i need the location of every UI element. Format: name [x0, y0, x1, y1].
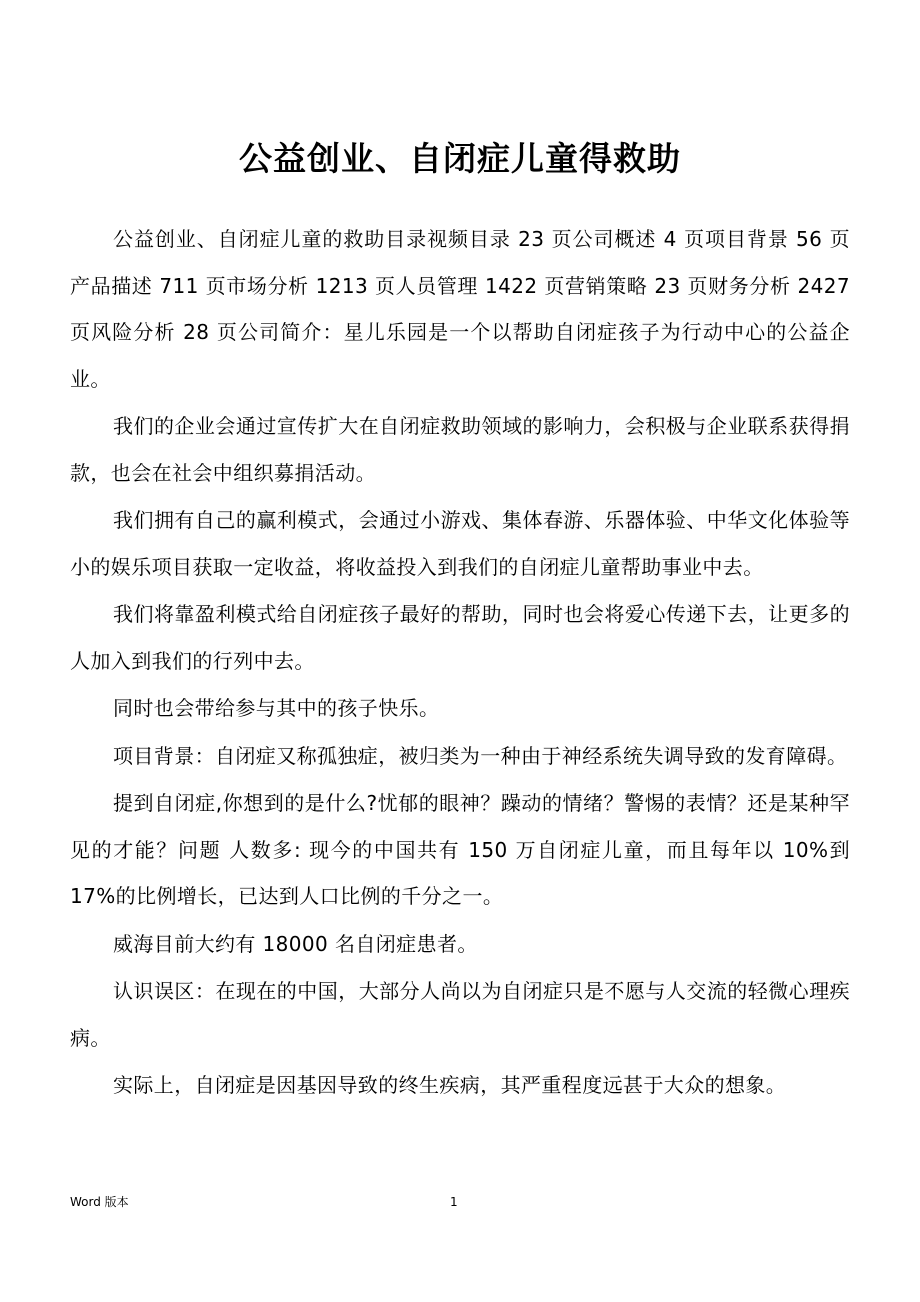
paragraph-6: 项目背景：自闭症又称孤独症，被归类为一种由于神经系统失调导致的发育障碍。 — [113, 743, 848, 768]
paragraph-1: 公益创业、自闭症儿童的救助目录视频目录 23 页公司概述 4 页项目背景 56 页产品描述 711 页市场分析 1213 页人员管理 1422 页营销策略 23 页财务分析 2427 页风险分析 28 页公司简介：星儿乐园是一个以帮助自闭症孩子为行动中心的公益企业。 — [70, 227, 850, 391]
footer-page-number: 1 — [450, 1195, 458, 1209]
paragraph-4: 我们将靠盈利模式给自闭症孩子最好的帮助，同时也会将爱心传递下去，让更多的人加入到我们的行列中去。 — [70, 602, 850, 673]
paragraph-3: 我们拥有自己的赢利模式，会通过小游戏、集体春游、乐器体验、中华文化体验等小的娱乐项目获取一定收益，将收益投入到我们的自闭症儿童帮助事业中去。 — [70, 508, 850, 579]
paragraph-8: 威海目前大约有 18000 名自闭症患者。 — [113, 931, 478, 956]
document-body — [70, 216, 850, 1110]
paragraph-7: 提到自闭症,你想到的是什么?忧郁的眼神？躁动的情绪？警惕的表情？还是某种罕见的才能？问题 人数多: 现今的中国共有 150 万自闭症儿童，而且每年以 10%到 17%的比例增长，已达到人口比例的千分之一。 — [70, 791, 850, 908]
paragraph-5: 同时也会带给参与其中的孩子快乐。 — [113, 696, 440, 720]
paragraph-9: 认识误区：在现在的中国，大部分人尚以为自闭症只是不愿与人交流的轻微心理疾病。 — [70, 979, 850, 1050]
paragraph-10: 实际上，自闭症是因基因导致的终生疾病，其严重程度远甚于大众的想象。 — [113, 1073, 787, 1097]
document-title: 公益创业、自闭症儿童得救助 — [239, 139, 681, 178]
paragraph-2: 我们的企业会通过宣传扩大在自闭症救助领域的影响力，会积极与企业联系获得捐款，也会在社会中组织募捐活动。 — [70, 414, 850, 485]
footer-version-label: Word 版本 — [70, 1195, 129, 1209]
